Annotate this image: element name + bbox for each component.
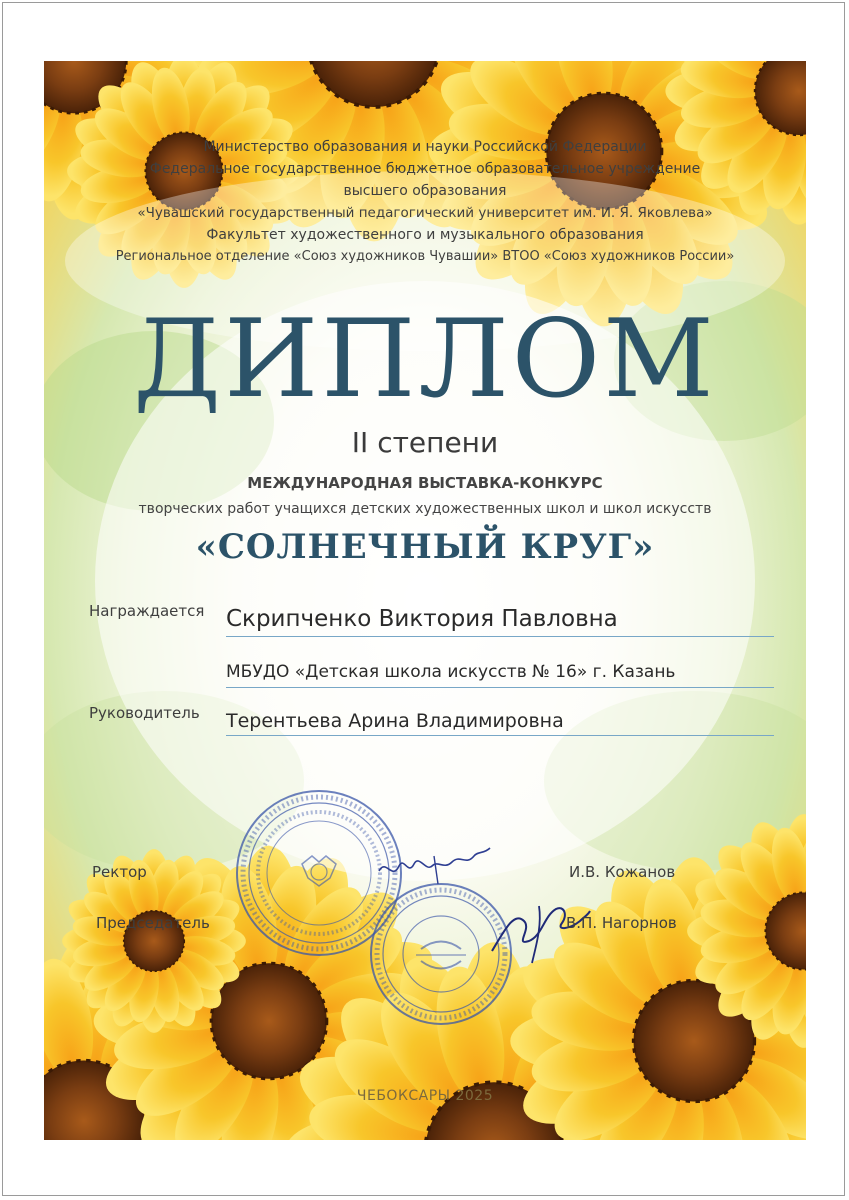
education-level-line: высшего образования <box>343 183 507 199</box>
supervisor-name: Терентьева Арина Владимировна <box>226 710 774 736</box>
chair-label: Председатель <box>96 914 210 932</box>
awardee-name: Скрипченко Виктория Павловна <box>226 606 774 637</box>
school-name: МБУДО «Детская школа искусств № 16» г. Казань <box>226 662 774 688</box>
diploma-title: ДИПЛОМ <box>133 297 717 422</box>
institution-type-line: Федеральное государственное бюджетное образовательное учреждение <box>149 161 701 177</box>
faculty-line: Факультет художественного и музыкального образования <box>206 227 644 243</box>
diploma-sheet <box>44 61 806 1140</box>
university-line: «Чувашский государственный педагогический университет им. И. Я. Яковлева» <box>137 205 713 221</box>
rector-label: Ректор <box>92 863 147 881</box>
artists-union-line: Региональное отделение «Союз художников Чувашии» ВТОО «Союз художников России» <box>115 249 735 264</box>
chair-name: В.П. Нагорнов <box>566 914 677 932</box>
contest-type: МЕЖДУНАРОДНАЯ ВЫСТАВКА-КОНКУРС <box>247 474 603 492</box>
degree-label: II степени <box>351 426 499 459</box>
city-year-footer: ЧЕБОКСАРЫ 2025 <box>356 1088 494 1104</box>
ministry-line: Министерство образования и науки Российской Федерации <box>203 139 647 155</box>
contest-name: «СОЛНЕЧНЫЙ КРУГ» <box>195 527 655 567</box>
awarded-label: Награждается <box>89 602 205 620</box>
supervisor-label: Руководитель <box>89 704 200 722</box>
text-layer <box>44 61 806 1140</box>
rector-name: И.В. Кожанов <box>569 863 676 881</box>
contest-subtitle: творческих работ учащихся детских художественных школ и школ искусств <box>138 501 712 517</box>
